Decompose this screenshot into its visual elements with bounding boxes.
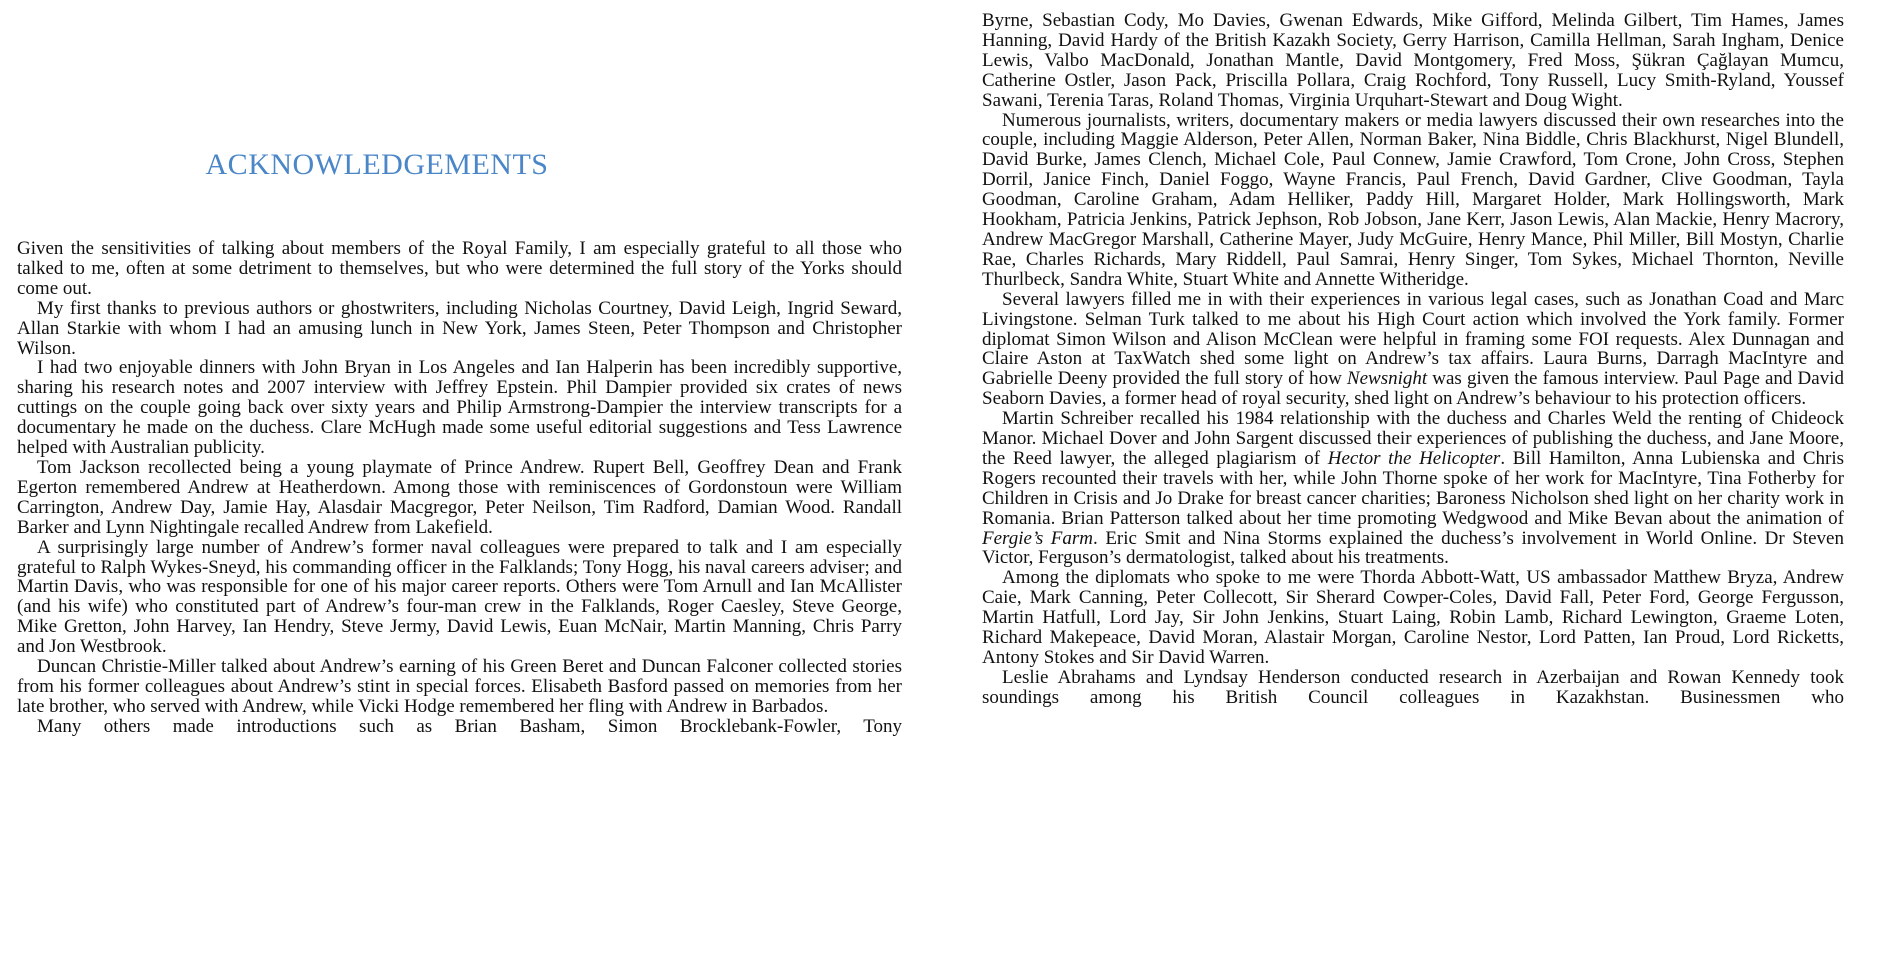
paragraph: Duncan Christie-Miller talked about Andrew’s earning of his Green Beret and Duncan Falconer collected stories from his former colleagues about Andrew’s stint in special forces. Elisabeth Basford passed on memories from her late brother, who served with Andrew, while Vicki Hodge remembered her fling with Andrew in Barbados. [17,656,902,717]
paragraph: Tom Jackson recollected being a young playmate of Prince Andrew. Rupert Bell, Geoffrey Dean and Frank Egerton remembered Andrew at Heatherdown. Among those with reminiscences of Gordonstoun were William Carrington, Andrew Day, Jamie Hay, Alasdair Macgregor, Peter Neilson, Tim Radford, Damian Wood. Randall Barker and Lynn Nightingale recalled Andrew from Lakefield. [17,456,902,538]
right-page-text [982,11,1844,708]
paragraph: I had two enjoyable dinners with John Bryan in Los Angeles and Ian Halperin has been incredibly supportive, sharing his research notes and 2007 interview with Jeffrey Epstein. Phil Dampier provided six crates of news cuttings on the couple going back over sixty years and Philip Armstrong-Dampier the interview transcripts for a documentary he made on the duchess. Clare McHugh made some useful editorial suggestions and Tess Lawrence helped with Australian publicity. [17,357,902,459]
page-heading: ACKNOWLEDGEMENTS [205,148,549,182]
paragraph: Leslie Abrahams and Lyndsay Henderson conducted research in Azerbaijan and Rowan Kennedy took soundings among his British Council colleagues in Kazakhstan. Businessmen who [982,666,1844,708]
paragraph: Numerous journalists, writers, documentary makers or media lawyers discussed their own researches into the couple, including Maggie Alderson, Peter Allen, Norman Baker, Nina Biddle, Chris Blackhurst, Nigel Blundell, David Burke, James Clench, Michael Cole, Paul Connew, Jamie Crawford, Tom Crone, John Cross, Stephen Dorril, Janice Finch, Daniel Foggo, Wayne Francis, Paul French, David Gardner, Clive Goodman, Tayla Goodman, Caroline Graham, Adam Helliker, Paddy Hill, Margaret Holder, Mark Hollingsworth, Mark Hookham, Patricia Jenkins, Patrick Jephson, Rob Jobson, Jane Kerr, Jason Lewis, Alan Mackie, Henry Macrory, Andrew MacGregor Marshall, Catherine Mayer, Judy McGuire, Henry Mance, Phil Miller, Bill Mostyn, Charlie Rae, Charles Richards, Mary Riddell, Paul Samrai, Henry Singer, Tom Sykes, Michael Thornton, Neville Thurlbeck, Sandra White, Stuart White and Annette Witheridge. [982,109,1844,290]
italic-title: Fergie’s Farm [982,527,1093,549]
italic-title: Newsnight [1346,368,1428,390]
paragraph: Byrne, Sebastian Cody, Mo Davies, Gwenan Edwards, Mike Gifford, Melinda Gilbert, Tim Hames, James Hanning, David Hardy of the British Kazakh Society, Gerry Harrison, Camilla Hellman, Sarah Ingham, Denice Lewis, Valbo MacDonald, Jonathan Mantle, David Montgomery, Fred Moss, Şükran Çağlayan Mumcu, Catherine Ostler, Jason Pack, Priscilla Pollara, Craig Rochford, Tony Russell, Lucy Smith-Ryland, Youssef Sawani, Terenia Taras, Roland Thomas, Virginia Urquhart-Stewart and Doug Wight. [982,10,1844,111]
text-run: was given the famous interview. Paul Page and David Seaborn Davies, a former head of royal security, shed light on Andrew’s behaviour to his protection officers. [982,368,1844,410]
paragraph [982,409,1844,568]
paragraph: Many others made introductions such as Brian Basham, Simon Brocklebank-Fowler, Tony [37,715,902,737]
text-run: Martin Schreiber recalled his 1984 relationship with the duchess and Charles Weld the renting of Chideock Manor. Michael Dover and John Sargent discussed their experiences of publishing the duchess, and Jane Moore, the Reed lawyer, the alleged plagiarism of [982,408,1844,469]
paragraph: Among the diplomats who spoke to me were Thorda Abbott-Watt, US ambassador Matthew Bryza, Andrew Caie, Mark Canning, Peter Collecott, Sir Sherard Cowper-Coles, David Fall, Peter Ford, George Fergusson, Martin Hatfull, Lord Jay, Sir John Jenkins, Stuart Laing, Robin Lamb, Richard Lewington, Graeme Loten, Richard Makepeace, David Moran, Alastair Morgan, Caroline Nestor, Lord Patten, Ian Proud, Lord Ricketts, Antony Stokes and Sir David Warren. [982,567,1844,668]
paragraph [982,290,1844,409]
paragraph: A surprisingly large number of Andrew’s former naval colleagues were prepared to talk and I am especially grateful to Ralph Wykes-Sneyd, his commanding officer in the Falklands; Tony Hogg, his naval careers adviser; and Martin Davis, who was responsible for one of his major career reports. Others were Tom Arnull and Ian McAllister (and his wife) who constituted part of Andrew’s four-man crew in the Falklands, Roger Caesley, Steve George, Mike Gretton, John Harvey, Ian Hendry, Steve Jermy, David Lewis, Euan McNair, Martin Manning, Chris Parry and Jon Westbrook. [17,536,902,658]
text-run: Several lawyers filled me in with their experiences in various legal cases, such as Jonathan Coad and Marc Livingstone. Selman Turk talked to me about his High Court action which involved the York family. Former diplomat Simon Wilson and Alison McClean were helpful in framing some FOI requests. Alex Dunnagan and Claire Aston at TaxWatch shed some light on Andrew’s tax affairs. Laura Burns, Darragh MacIntyre and Gabrielle Deeny provided the full story of how [982,288,1844,390]
text-run: . Bill Hamilton, Anna Lubienska and Chris Rogers recounted their travels with her, while John Thorne spoke of her work for MacIntyre, Tina Fotherby for Children in Crisis and Jo Drake for breast cancer charities; Baroness Nicholson shed light on her charity work in Romania. Brian Patterson talked about her time promoting Wedgwood and Mike Bevan about the animation of [982,447,1844,529]
paragraph: My first thanks to previous authors or ghostwriters, including Nicholas Courtney, David Leigh, Ingrid Seward, Allan Starkie with whom I had an amusing lunch in New York, James Steen, Peter Thompson and Christopher Wilson. [17,297,902,359]
text-run: . Eric Smit and Nina Storms explained the duchess’s involvement in World Online. Dr Steven Victor, Ferguson’s dermatologist, talked about his treatments. [982,527,1844,569]
paragraph: Given the sensitivities of talking about members of the Royal Family, I am especially grateful to all those who talked to me, often at some detriment to themselves, but who were determined the full story of the Yorks should come out. [17,238,902,299]
left-page-text [17,239,902,737]
italic-title: Hector the Helicopter [1327,447,1501,469]
